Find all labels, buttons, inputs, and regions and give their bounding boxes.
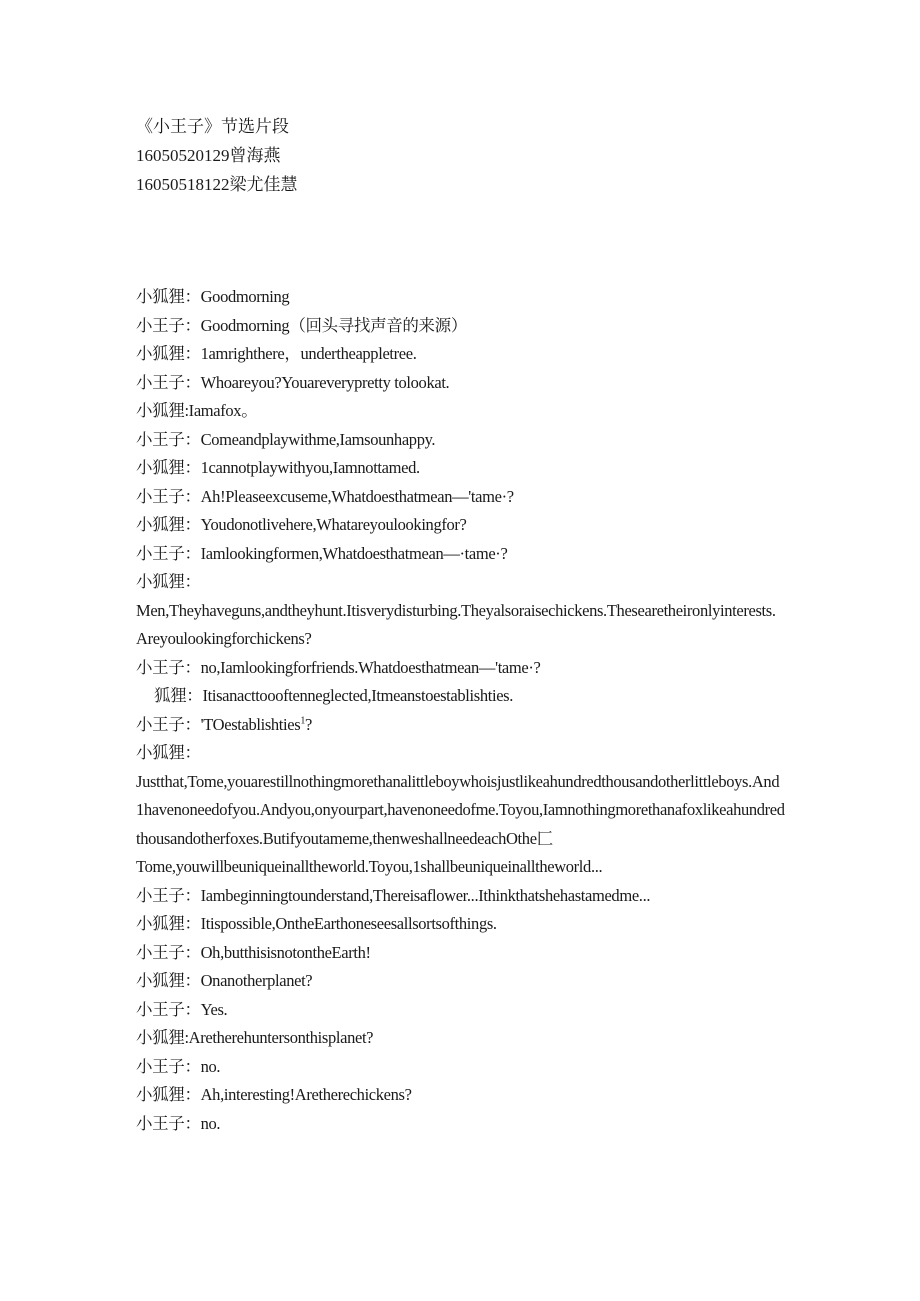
dialogue-paragraph: Justthat,Tome,youarestillnothingmorethanalittleboywhoisjustlikeahundredthousandotherlittleboys.And1havenoneedofyou.Andyou,onyourpart,havenoneedofme.Toyou,Iamnothingmorethanafoxlikeahundredthousandotherfoxes.Butifyoutameme,thenweshallneedeachOthe匚 [136, 771, 785, 848]
footnote-mark: 1 [300, 715, 305, 726]
dialogue-line: 小狐狸：1cannotplaywithyou,Iamnottamed. [136, 458, 420, 477]
dialogue-line [136, 711, 786, 740]
document-title: 《小王子》节选片段 [136, 117, 289, 136]
dialogue-body [136, 283, 786, 1138]
author-line-1: 16050520129曾海燕 [136, 146, 281, 165]
dialogue-line: 小狐狸：Onanotherplanet? [136, 971, 313, 990]
dialogue-paragraph: Men,Theyhaveguns,andtheyhunt.Itisverydisturbing.Theyalsoraisechickens.Thesearetheironlyinterests.Areyoulookingforchickens? [136, 600, 776, 648]
dialogue-line: 小狐狸： [136, 743, 201, 762]
dialogue-line: 小王子：no. [136, 1056, 221, 1076]
dialogue-line: 小狐狸：Itispossible,OntheEarthoneseesallsortsofthings. [136, 914, 497, 933]
document-header [136, 112, 796, 199]
dialogue-line: 小狐狸：Ah,interesting!Aretherechickens? [136, 1085, 412, 1104]
dialogue-line: Tome,youwillbeuniqueinalltheworld.Toyou,1shallbeuniqueinalltheworld... [136, 857, 603, 876]
dialogue-line: 小王子：Goodmorning（回头寻找声音的来源） [136, 315, 467, 335]
dialogue-line: 狐狸：Itisanacttoooftenneglected,Itmeanstoestablishties. [154, 686, 514, 705]
dialogue-line: 小狐狸：Youdonotlivehere,Whatareyoulookingfor? [136, 515, 467, 534]
question-mark: ? [304, 714, 312, 734]
dialogue-line: 小王子：no,Iamlookingforfriends.Whatdoesthatmean—'tame·? [136, 657, 541, 677]
dialogue-line: 小狐狸：1amrighthere，undertheappletree. [136, 344, 417, 363]
dialogue-line: 小狐狸:Iamafox。 [136, 401, 258, 420]
dialogue-line: 小王子：Iambeginningtounderstand,Thereisaflower...Ithinkthatshehastamedme... [136, 885, 651, 905]
dialogue-line: 小王子：Yes. [136, 999, 228, 1019]
dialogue-line: 小王子：Iamlookingformen,Whatdoesthatmean—·tame·? [136, 543, 508, 563]
dialogue-line: 小狐狸:Aretherehuntersonthisplanet? [136, 1028, 374, 1047]
dialogue-text: 小王子：'TOestablishties [136, 714, 301, 734]
dialogue-line: 小王子：Oh,butthisisnotontheEarth! [136, 942, 371, 962]
dialogue-line: 小王子：Whoareyou?Youareverypretty tolookat. [136, 372, 450, 392]
dialogue-line: 小狐狸：Goodmorning [136, 287, 290, 306]
dialogue-line: 小狐狸： [136, 572, 201, 591]
dialogue-line: 小王子：Ah!Pleaseexcuseme,Whatdoesthatmean—'tame·? [136, 486, 514, 506]
author-line-2: 16050518122梁尤佳慧 [136, 175, 298, 194]
dialogue-line: 小王子：no. [136, 1113, 221, 1133]
dialogue-line: 小王子：Comeandplaywithme,Iamsounhappy. [136, 429, 436, 449]
